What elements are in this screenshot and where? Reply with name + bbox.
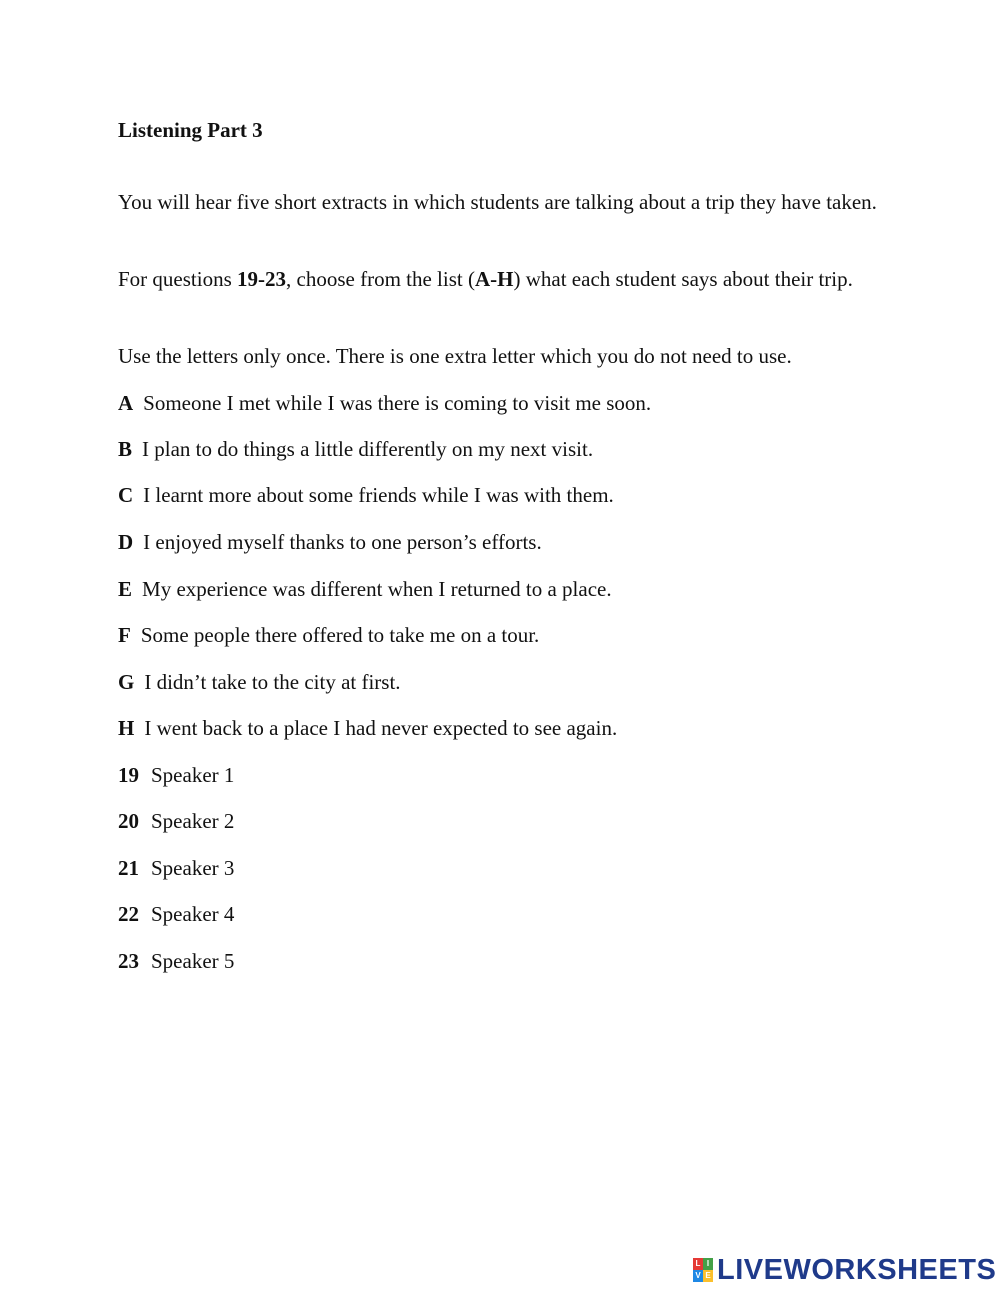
question-number: 23 <box>118 949 139 973</box>
option-b <box>118 434 593 465</box>
option-c <box>118 480 614 511</box>
option-letter: E <box>118 577 133 601</box>
option-text: I learnt more about some friends while I was with them. <box>143 483 614 507</box>
option-letter: D <box>118 530 134 554</box>
intro-text: You will hear five short extracts in which students are talking about a trip they have taken. <box>118 190 877 214</box>
option-letter: G <box>118 670 135 694</box>
option-d <box>118 527 542 558</box>
letter-range: A-H <box>474 267 514 291</box>
question-label: Speaker 5 <box>151 949 235 973</box>
option-text: I enjoyed myself thanks to one person’s efforts. <box>143 530 542 554</box>
logo-mark-cell: I <box>703 1258 713 1270</box>
question-range: 19-23 <box>237 267 287 291</box>
question-23 <box>118 946 234 977</box>
option-text: I plan to do things a little differently on my next visit. <box>142 437 594 461</box>
question-number: 20 <box>118 809 139 833</box>
option-f <box>118 620 539 651</box>
option-text: My experience was different when I returned to a place. <box>142 577 612 601</box>
question-number: 21 <box>118 856 139 880</box>
option-h <box>118 713 617 744</box>
option-letter: C <box>118 483 134 507</box>
option-text: Someone I met while I was there is coming to visit me soon. <box>143 391 652 415</box>
option-letter: F <box>118 623 131 647</box>
instructions-text <box>118 264 888 295</box>
instructions-after: ) what each student says about their trip. <box>513 267 853 291</box>
question-label: Speaker 3 <box>151 856 235 880</box>
page-title: Listening Part 3 <box>118 118 263 142</box>
logo-mark-cell: E <box>703 1270 713 1282</box>
note-text: Use the letters only once. There is one extra letter which you do not need to use. <box>118 344 792 368</box>
question-label: Speaker 2 <box>151 809 235 833</box>
option-letter: H <box>118 716 135 740</box>
question-number: 19 <box>118 763 139 787</box>
question-21 <box>118 853 234 884</box>
instructions-before: For questions <box>118 267 238 291</box>
question-22 <box>118 899 234 930</box>
logo-text: LIVEWORKSHEETS <box>717 1253 997 1286</box>
option-e <box>118 574 612 605</box>
question-label: Speaker 4 <box>151 902 235 926</box>
logo-mark-cell: L <box>693 1258 703 1270</box>
liveworksheets-logo <box>693 1253 996 1287</box>
logo-mark-cell: V <box>693 1270 703 1282</box>
option-a <box>118 388 651 419</box>
option-letter: B <box>118 437 133 461</box>
option-g <box>118 667 401 698</box>
question-20 <box>118 806 234 837</box>
option-letter: A <box>118 391 134 415</box>
option-text: I went back to a place I had never expected to see again. <box>144 716 618 740</box>
option-text: I didn’t take to the city at first. <box>144 670 401 694</box>
logo-mark-icon <box>693 1258 713 1282</box>
instructions-middle: , choose from the list ( <box>286 267 475 291</box>
question-19 <box>118 760 234 791</box>
question-label: Speaker 1 <box>151 763 235 787</box>
option-text: Some people there offered to take me on a tour. <box>140 623 540 647</box>
question-number: 22 <box>118 902 139 926</box>
